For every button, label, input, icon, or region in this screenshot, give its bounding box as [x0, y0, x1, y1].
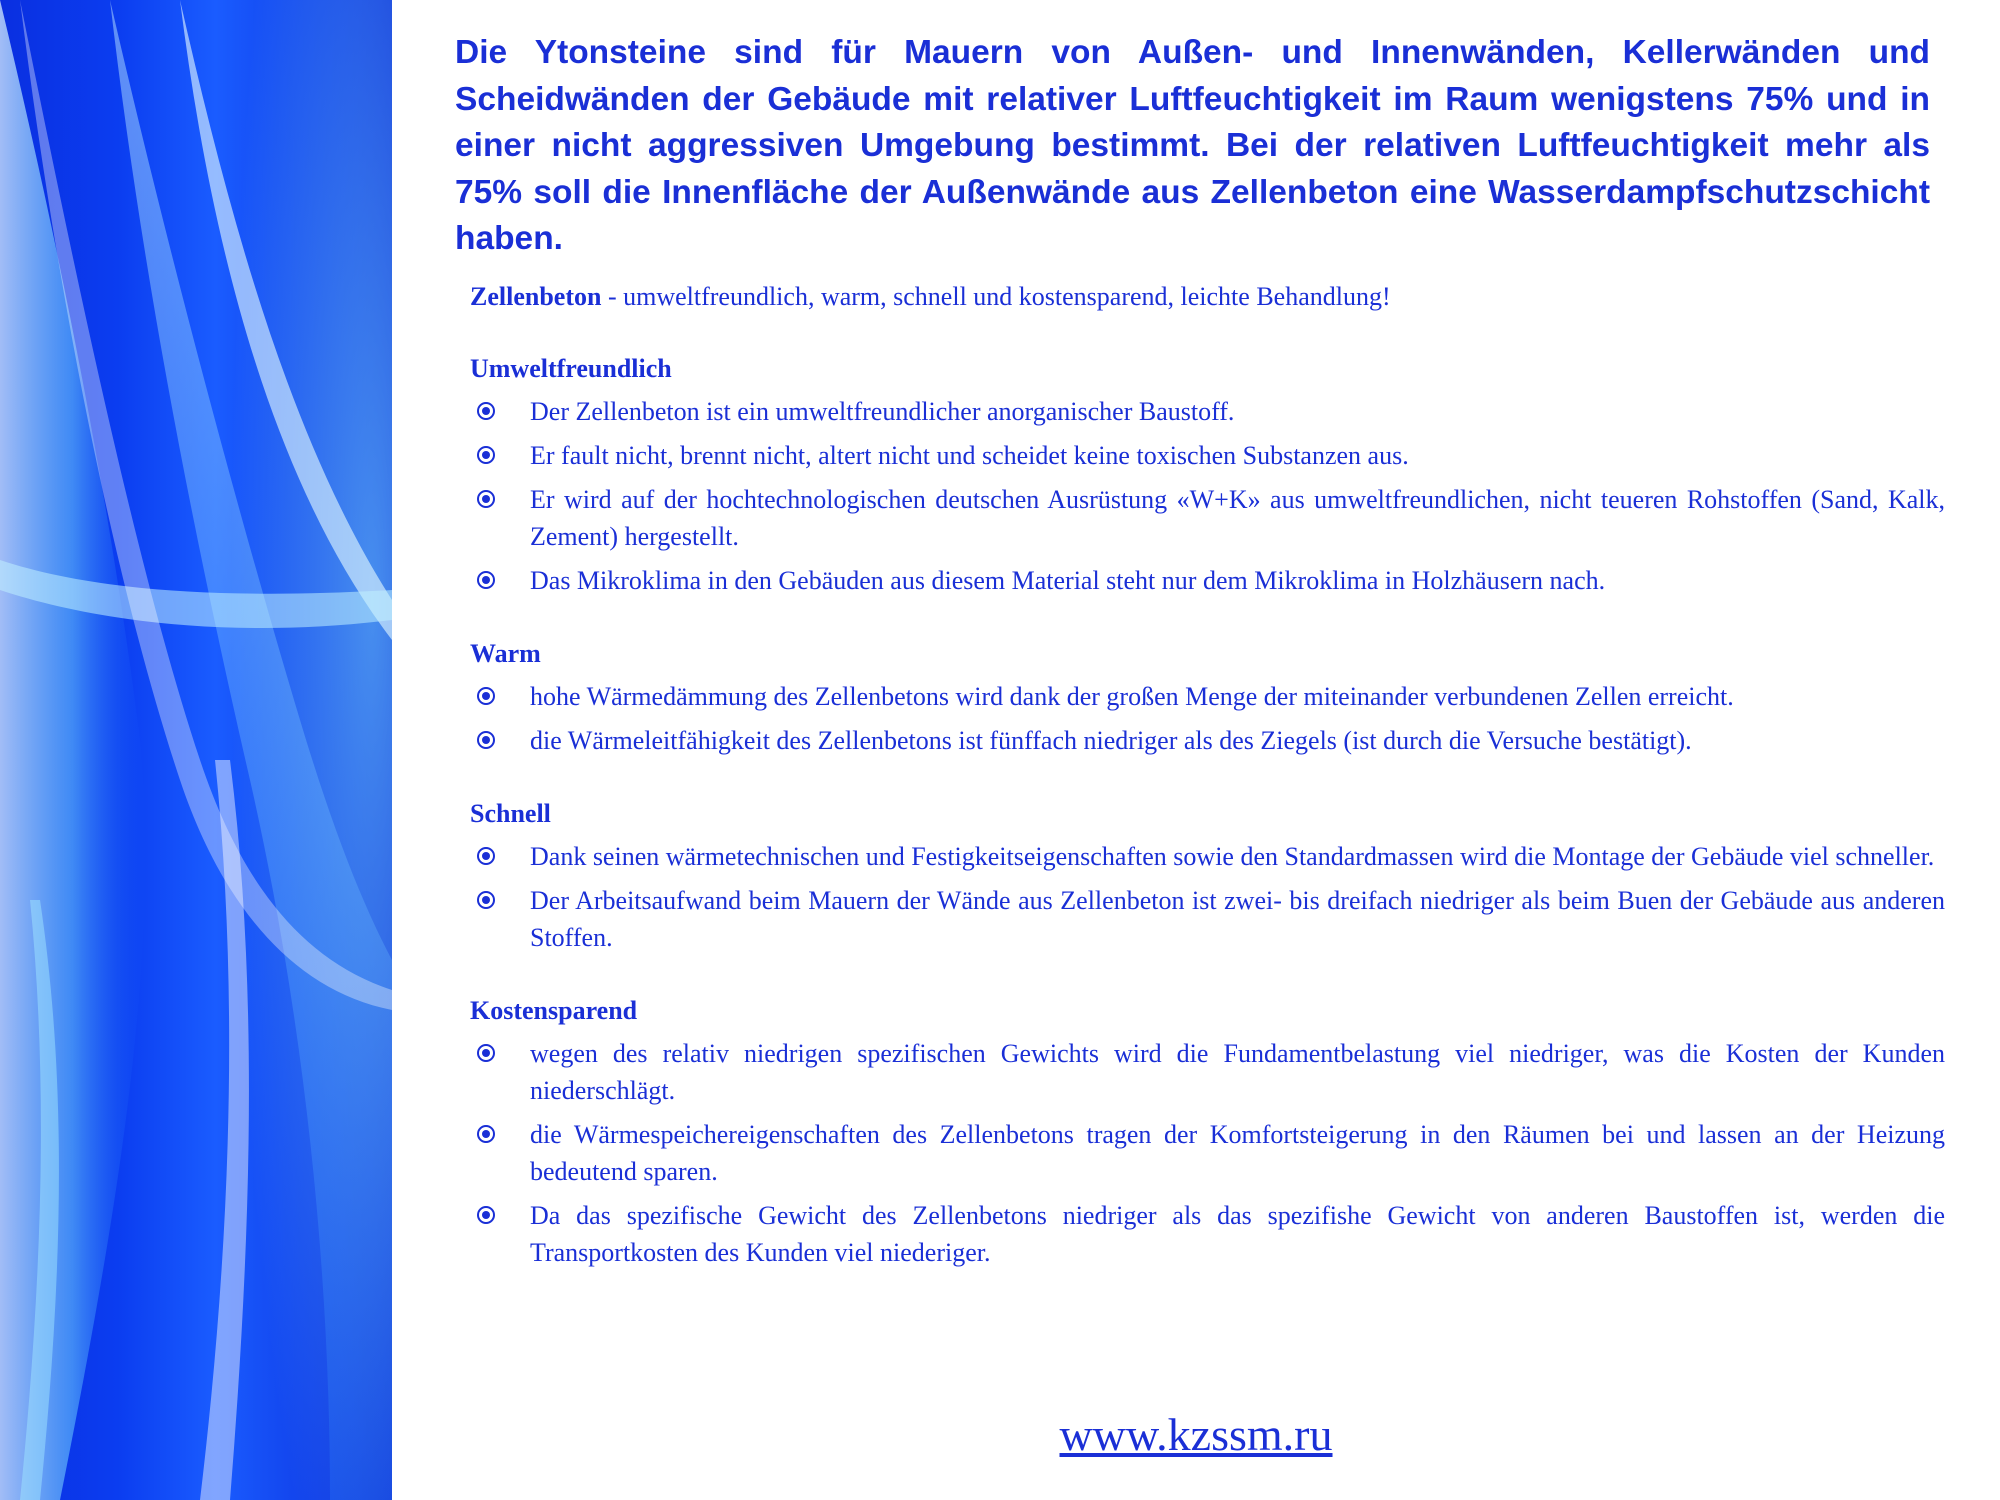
section-title: Umweltfreundlich	[470, 354, 672, 383]
list-item-text: Das Mikroklima in den Gebäuden aus diesem Material steht nur dem Mikroklima in Holzhäusern nach.	[530, 566, 1606, 595]
list-item	[470, 1035, 1945, 1109]
section-schnell	[470, 795, 1945, 956]
circled-dot-icon	[476, 846, 496, 866]
intro-bold: Zellenbeton	[470, 282, 602, 311]
list-item-text: hohe Wärmedämmung des Zellenbetons wird dank der großen Menge der miteinander verbundenen Zellen erreicht.	[530, 682, 1734, 711]
list-item-text: wegen des relativ niedrigen spezifischen Gewichts wird die Fundamentbelastung viel niedriger, was die Kosten der Kunden niederschlägt.	[530, 1039, 1945, 1105]
list-item	[470, 393, 1945, 430]
list-item	[470, 437, 1945, 474]
circled-dot-icon	[476, 1043, 496, 1063]
circled-dot-icon	[476, 570, 496, 590]
circled-dot-icon	[476, 1124, 496, 1144]
bullet-list	[470, 393, 1945, 599]
list-item-text: die Wärmespeichereigenschaften des Zellenbetons tragen der Komfortsteigerung in den Räumen bei und lassen an der Heizung bedeutend sparen.	[530, 1120, 1945, 1186]
list-item-text: Der Zellenbeton ist ein umweltfreundlicher anorganischer Baustoff.	[530, 397, 1235, 426]
section-kostensparend	[470, 992, 1945, 1271]
bullet-list	[470, 1035, 1945, 1271]
list-item-text: die Wärmeleitfähigkeit des Zellenbetons ist fünffach niedriger als des Ziegels (ist durch die Versuche bestätigt).	[530, 726, 1692, 755]
bullet-list	[470, 678, 1945, 759]
circled-dot-icon	[476, 445, 496, 465]
list-item-text: Er wird auf der hochtechnologischen deutschen Ausrüstung «W+K» aus umweltfreundlichen, nicht teueren Rohstoffen (Sand, Kalk, Zement) hergestellt.	[530, 485, 1945, 551]
list-item	[470, 722, 1945, 759]
list-item	[470, 1197, 1945, 1271]
intro-line	[470, 278, 1945, 315]
list-item	[470, 481, 1945, 555]
circled-dot-icon	[476, 489, 496, 509]
section-title: Kostensparend	[470, 996, 638, 1025]
list-item	[470, 882, 1945, 956]
circled-dot-icon	[476, 401, 496, 421]
curtain-graphic	[0, 0, 392, 1500]
list-item-text: Er fault nicht, brennt nicht, altert nicht und scheidet keine toxischen Substanzen aus.	[530, 441, 1409, 470]
headline-block	[455, 30, 1930, 263]
list-item-text: Da das spezifische Gewicht des Zellenbetons niedriger als das spezifishe Gewicht von anderen Baustoffen ist, werden die Transportkosten des Kunden viel niederiger.	[530, 1201, 1945, 1267]
list-item	[470, 678, 1945, 715]
decorative-curtain-panel	[0, 0, 392, 1500]
section-umweltfreundlich	[470, 350, 1945, 599]
list-item	[470, 562, 1945, 599]
section-title: Warm	[470, 639, 541, 668]
bullet-list	[470, 838, 1945, 956]
document-body	[470, 278, 1945, 1307]
headline-text: Die Ytonsteine sind für Mauern von Außen- und Innenwänden, Kellerwänden und Scheidwänden der Gebäude mit relativer Luftfeuchtigkeit im Raum wenigstens 75% und in einer nicht aggressiven Umgebung bestimmt. Bei der relativen Luftfeuchtigkeit mehr als 75% soll die Innenfläche der Außenwände aus Zellenbeton eine Wasserdampfschutzschicht haben.	[455, 34, 1930, 257]
list-item-text: Der Arbeitsaufwand beim Mauern der Wände aus Zellenbeton ist zwei- bis dreifach niedriger als beim Buen der Gebäude aus anderen Stoffen.	[530, 886, 1945, 952]
section-warm	[470, 635, 1945, 759]
intro-rest: - umweltfreundlich, warm, schnell und kostensparend, leichte Behandlung!	[601, 282, 1391, 311]
circled-dot-icon	[476, 730, 496, 750]
section-title: Schnell	[470, 799, 551, 828]
list-item	[470, 838, 1945, 875]
circled-dot-icon	[476, 890, 496, 910]
list-item-text: Dank seinen wärmetechnischen und Festigkeitseigenschaften sowie den Standardmassen wird die Montage der Gebäude viel schneller.	[530, 842, 1935, 871]
list-item	[470, 1116, 1945, 1190]
circled-dot-icon	[476, 1205, 496, 1225]
website-link[interactable]: www.kzssm.ru	[1059, 1409, 1333, 1460]
circled-dot-icon	[476, 686, 496, 706]
